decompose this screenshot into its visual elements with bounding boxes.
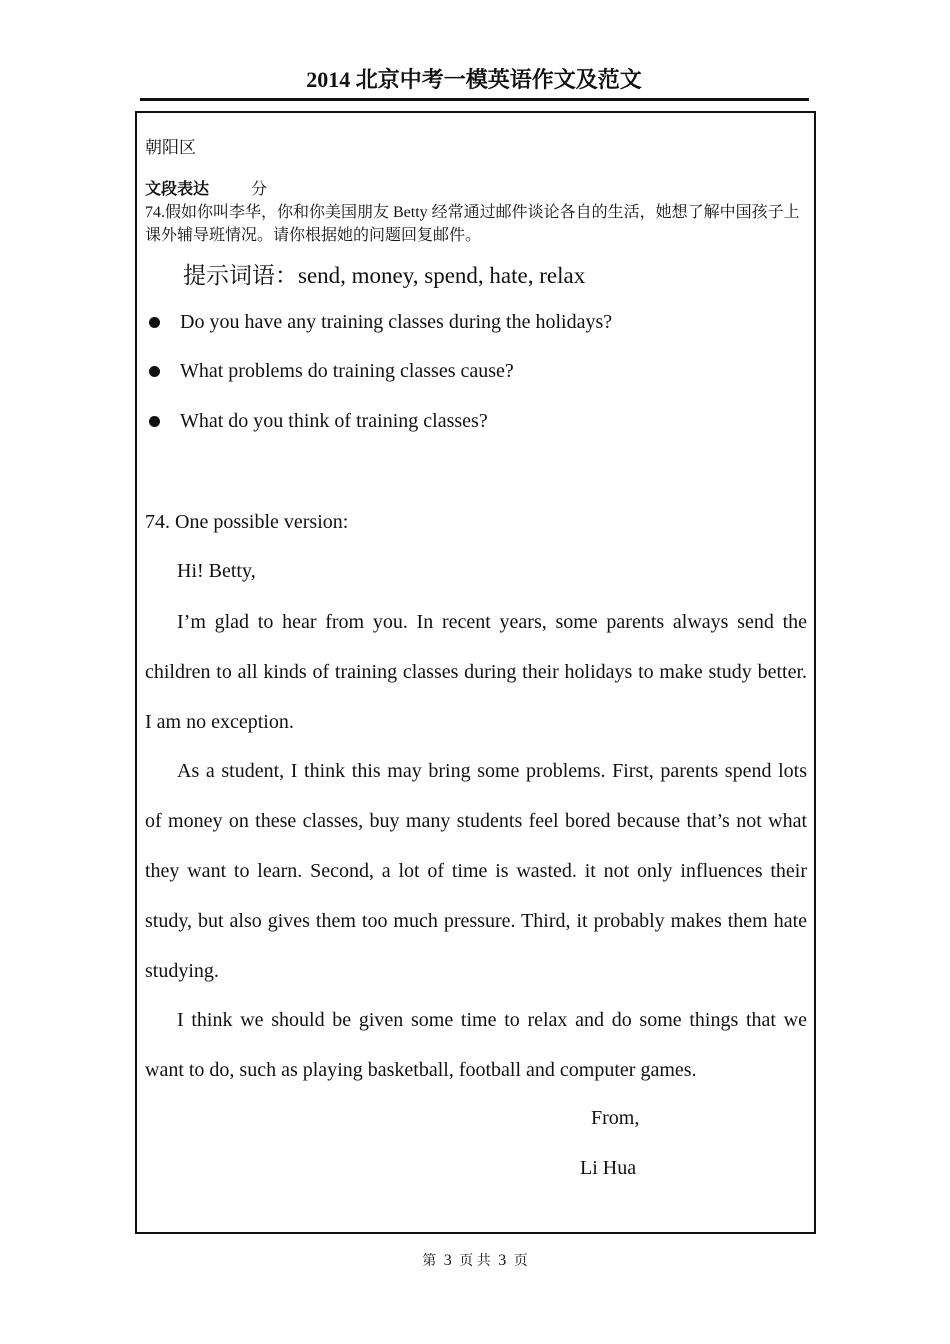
document-title: 2014 北京中考一模英语作文及范文 xyxy=(306,67,642,92)
footer-prefix: 第 xyxy=(422,1254,437,1269)
bullet-icon xyxy=(149,317,160,328)
essay-greeting: Hi! Betty, xyxy=(177,560,256,582)
task-heading xyxy=(145,176,267,199)
essay-closing: From, xyxy=(591,1107,640,1129)
district-label: 朝阳区 xyxy=(145,138,196,158)
footer-middle: 页 共 xyxy=(459,1254,491,1269)
question-text: Do you have any training classes during the holidays? xyxy=(180,311,613,333)
essay-title: 74. One possible version: xyxy=(145,511,349,533)
essay-signature: Li Hua xyxy=(580,1157,637,1179)
content-box xyxy=(135,111,816,1234)
hint-words: 提示词语：send, money, spend, hate, relax xyxy=(183,263,586,288)
essay-paragraph: As a student, I think this may bring some problems. First, parents spend lots of money on these classes, buy many students feel bored because that’s not what they want to learn. Second, a lot of time is wasted. it not only influences their study, but also gives them too much pressure. Third, it probably makes them hate studying. xyxy=(145,760,807,982)
question-item xyxy=(145,410,488,433)
task-prompt: 74.假如你叫李华，你和你美国朋友 Betty 经常通过邮件谈论各自的生活，她想了解中国孩子上课外辅导班情况。请你根据她的问题回复邮件。 xyxy=(145,204,800,244)
bullet-icon xyxy=(149,416,160,427)
question-item xyxy=(145,311,612,334)
question-text: What do you think of training classes? xyxy=(180,410,488,432)
page-footer xyxy=(0,1250,950,1270)
footer-suffix: 页 xyxy=(513,1254,528,1269)
score-unit: 分 xyxy=(251,179,268,198)
question-item xyxy=(145,360,514,383)
essay-paragraph: I’m glad to hear from you. In recent years, some parents always send the children to all kinds of training classes during their holidays to make study better. I am no exception. xyxy=(145,611,807,733)
page-number: 3 xyxy=(443,1252,452,1269)
bullet-icon xyxy=(149,366,160,377)
page-total: 3 xyxy=(498,1252,507,1269)
question-text: What problems do training classes cause? xyxy=(180,360,514,382)
essay-paragraph: I think we should be given some time to relax and do some things that we want to do, such as playing basketball, football and computer games. xyxy=(145,1009,807,1081)
header-rule xyxy=(140,98,809,101)
task-heading-text: 文段表达 xyxy=(145,179,210,198)
